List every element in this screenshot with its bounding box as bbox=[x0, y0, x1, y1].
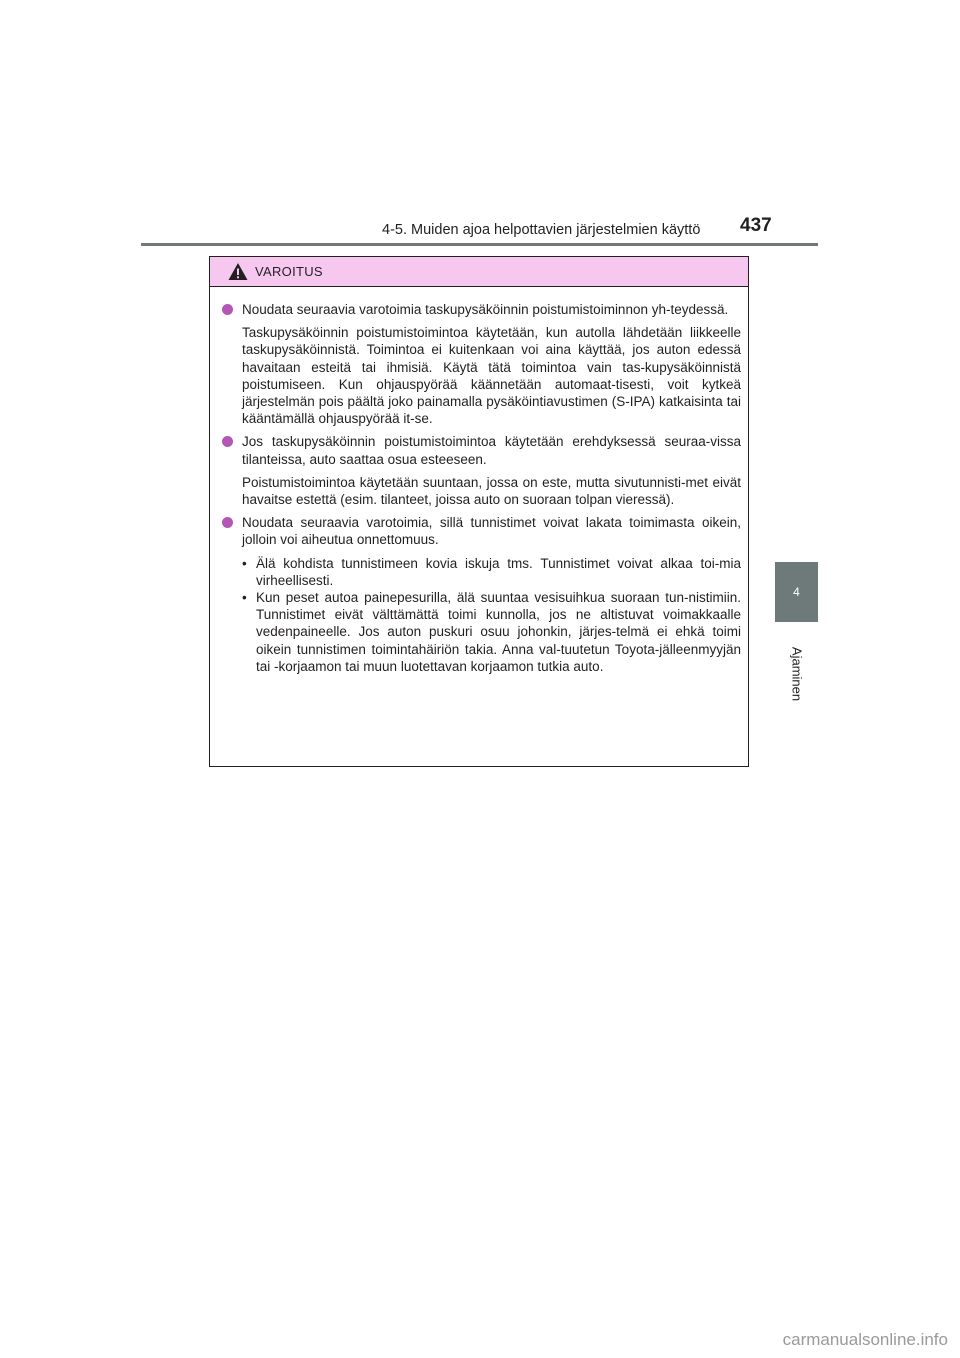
page-number: 437 bbox=[740, 215, 772, 236]
footer-watermark: carmanualsonline.info bbox=[782, 1330, 948, 1349]
warning-item-lead: Noudata seuraavia varotoimia taskupysäköinnin poistumistoiminnon yh-teydessä. bbox=[242, 302, 729, 317]
small-bullet-icon: • bbox=[242, 590, 247, 606]
page-header-title: 4-5. Muiden ajoa helpottavien järjestelmien käyttö bbox=[382, 222, 701, 238]
warning-subitem bbox=[242, 555, 741, 589]
bullet-dot-icon bbox=[222, 304, 233, 315]
small-bullet-icon: • bbox=[242, 555, 247, 571]
bullet-dot-icon bbox=[222, 436, 233, 447]
warning-triangle-icon bbox=[228, 262, 248, 281]
warning-item-lead: Jos taskupysäköinnin poistumistoimintoa käytetään erehdyksessä seuraa-vissa tilanteissa, auto saattaa osua esteeseen. bbox=[242, 434, 741, 467]
warning-item-detail: Poistumistoimintoa käytetään suuntaan, jossa on este, mutta sivutunnisti-met eivät havaitse estettä (esim. tilanteet, joissa auto on suoraan tolpan vieressä). bbox=[242, 474, 741, 508]
warning-subitem-text: Älä kohdista tunnistimeen kovia iskuja tms. Tunnistimet voivat alkaa toi-mia virheellisesti. bbox=[256, 555, 741, 588]
warning-item-detail: Taskupysäköinnin poistumistoimintoa käytetään, kun autolla lähdetään liikkeelle taskupysäköinnistä. Toimintoa ei kuitenkaan voi aina käyttää, jos auton edessä havaitaan esteitä tai ihmisiä. Käytä tätä toimintoa vain tas-kupysäköinnistä poistumiseen. Kun ohjauspyörää käännetään automaat-tisesti, voit kytkeä järjestelmän pois päältä joko painamalla pysäköintiavustimen (S-IPA) katkaisinta tai kääntämällä ohjauspyörää it-se. bbox=[242, 325, 741, 427]
chapter-number: 4 bbox=[793, 585, 800, 599]
header-divider bbox=[141, 243, 818, 246]
chapter-label: Ajaminen bbox=[789, 646, 804, 702]
warning-header bbox=[210, 257, 748, 287]
warning-box bbox=[209, 256, 749, 767]
warning-item-3 bbox=[222, 514, 741, 675]
warning-item-lead: Noudata seuraavia varotoimia, sillä tunnistimet voivat lakata toimimasta oikein, jolloin voi aiheutua onnettomuus. bbox=[242, 515, 741, 548]
warning-body bbox=[210, 287, 748, 675]
warning-item-1 bbox=[222, 301, 741, 427]
bullet-dot-icon bbox=[222, 517, 233, 528]
warning-subitem bbox=[242, 589, 741, 675]
chapter-tab-label bbox=[775, 624, 818, 724]
chapter-tab-number bbox=[775, 562, 818, 622]
warning-title: VAROITUS bbox=[255, 264, 323, 279]
warning-item-2 bbox=[222, 433, 741, 508]
warning-subitem-text: Kun peset autoa painepesurilla, älä suuntaa vesisuihkua suoraan tun-nistimiin. Tunnistimet eivät välttämättä toimi kunnolla, jos ne altistuvat voimakkaalle vedenpaineelle. Jos auton puskuri osuu johonkin, järjes-telmä ei ehkä toimi oikein tunnistimen toimintahäiriön takia. Anna val-tuutetun Toyota-jälleenmyyjän tai -korjaamon tai muun luotettavan korjaamon tutkia auto. bbox=[256, 590, 741, 674]
